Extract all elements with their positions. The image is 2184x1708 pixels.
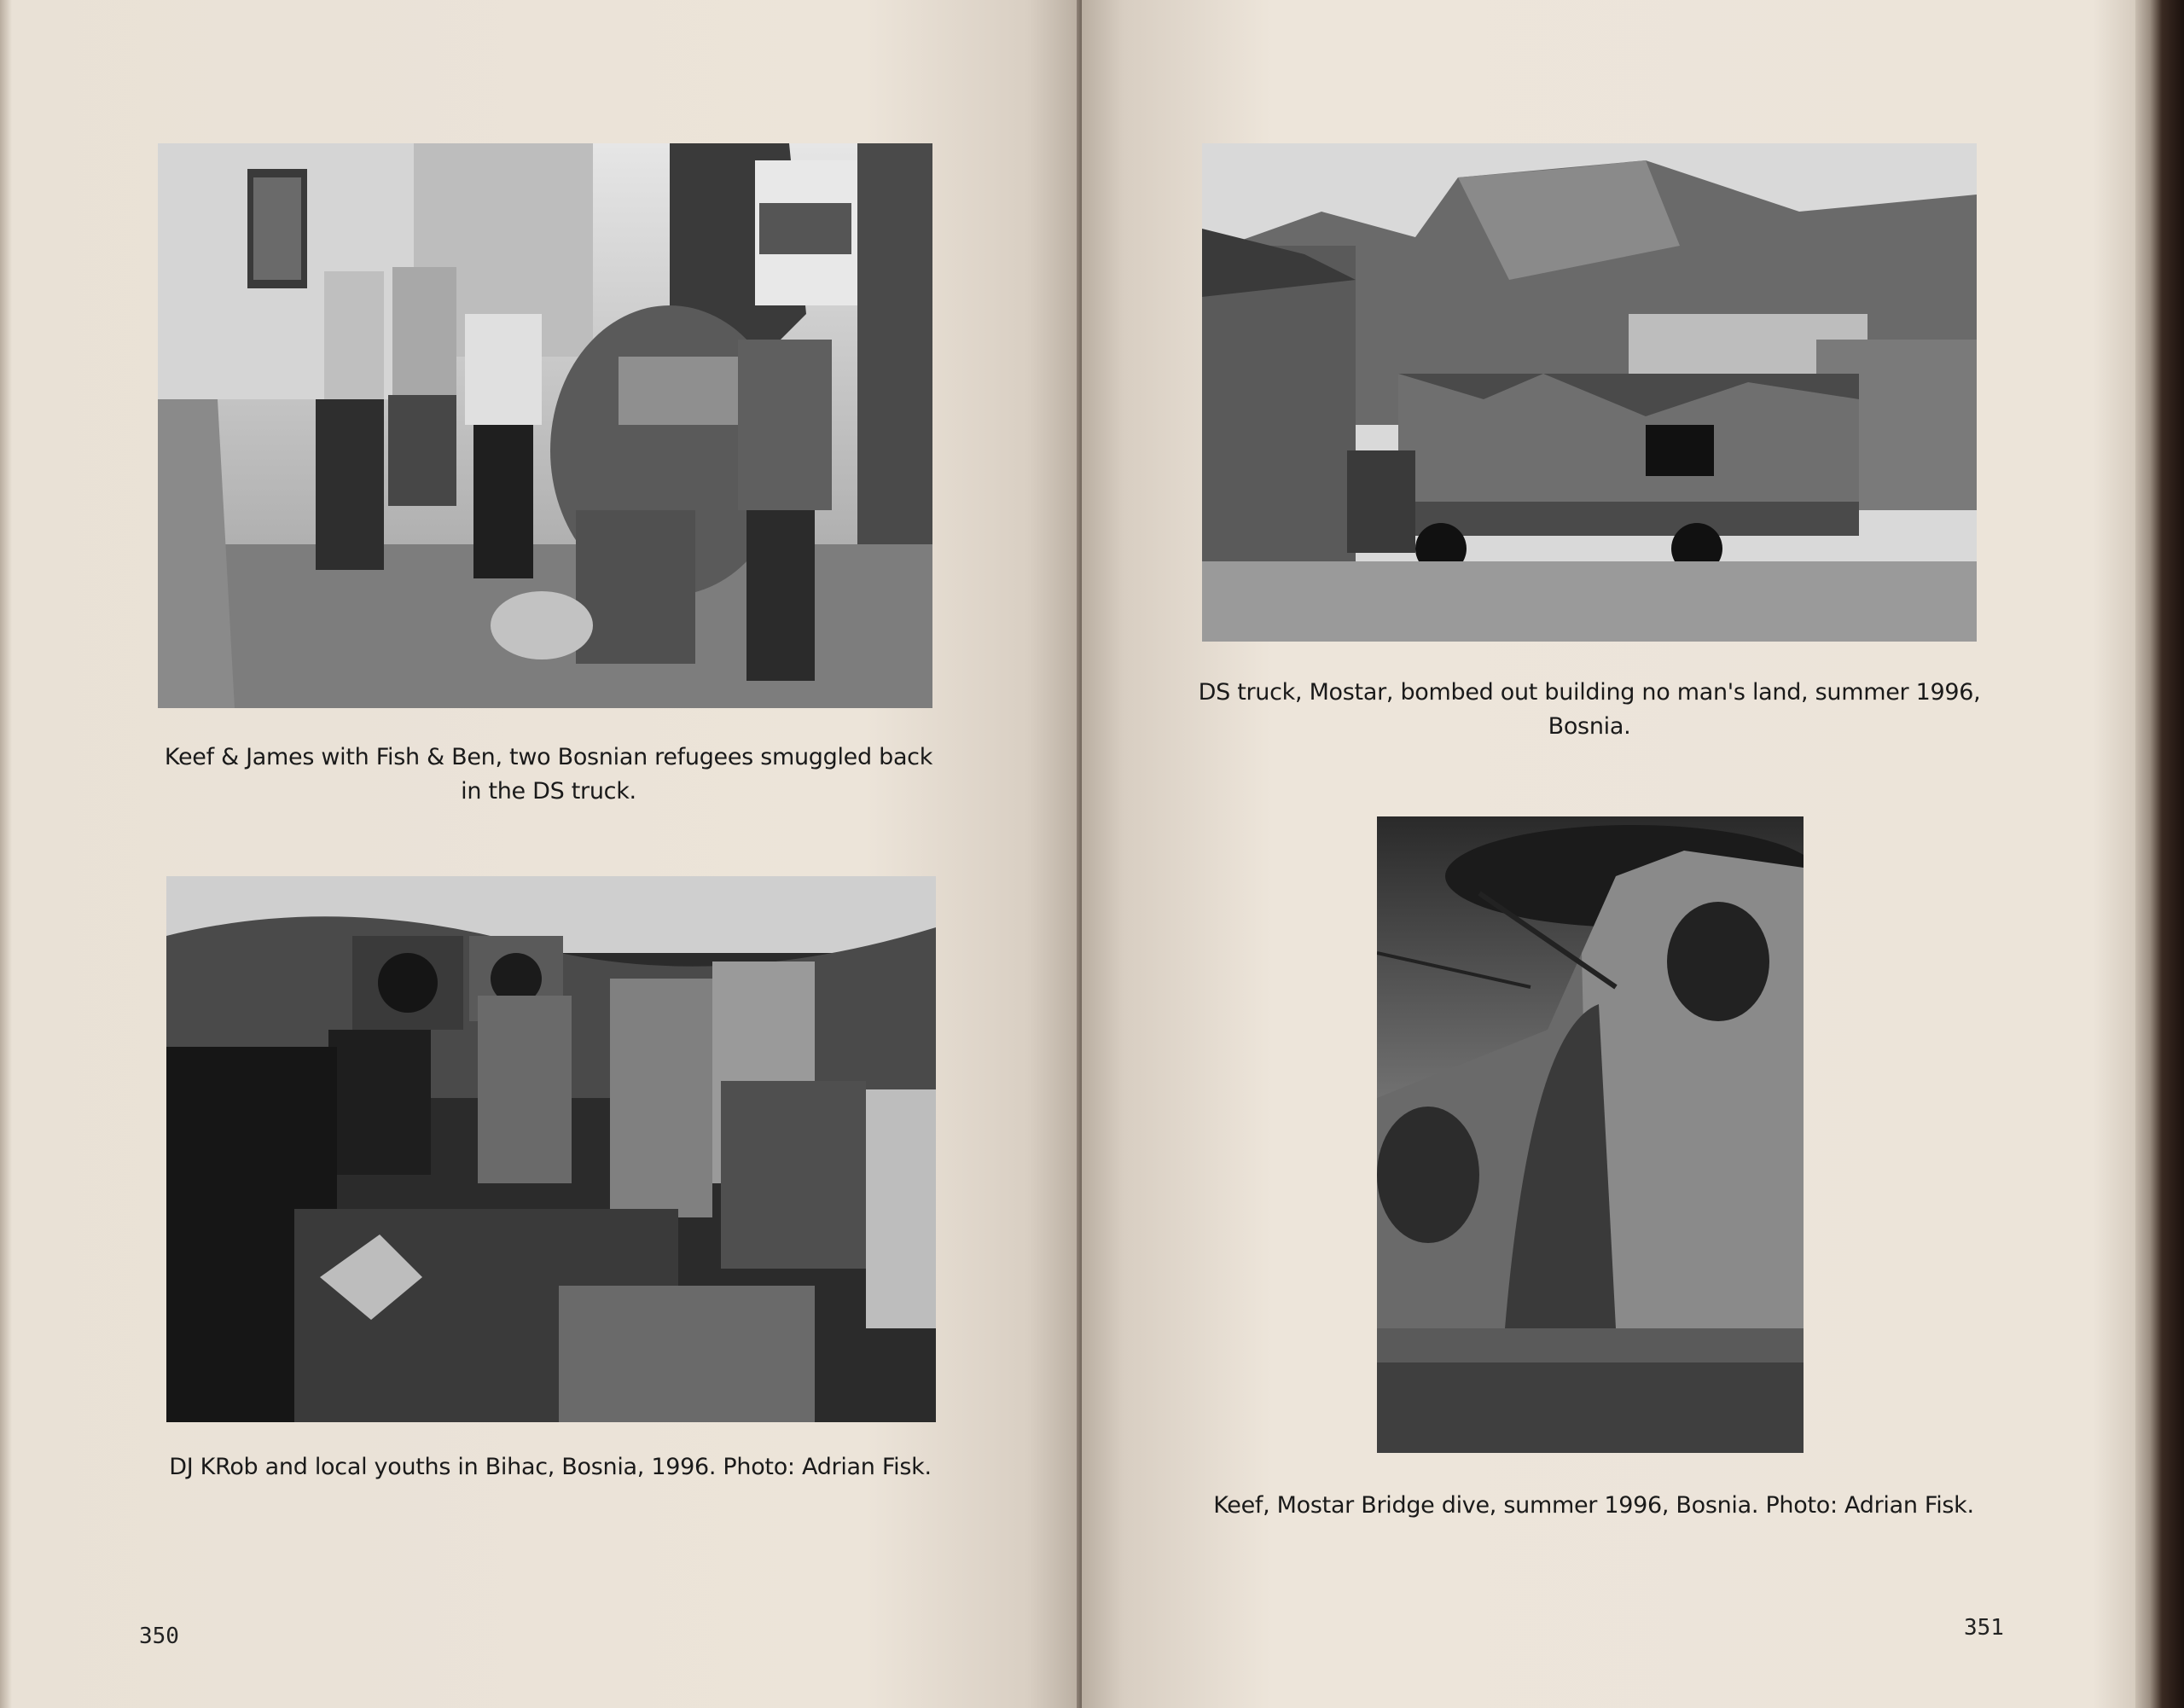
caption-refugees: Keef & James with Fish & Ben, two Bosnian refugees smuggled back in the DS truck. <box>164 744 933 805</box>
photo-refugees-group-image <box>158 143 932 708</box>
photo-refugees-group <box>158 143 932 708</box>
page-stack-edge <box>2135 0 2184 1708</box>
photo-dj-youths <box>166 876 936 1422</box>
caption-dj: DJ KRob and local youths in Bihac, Bosnia, 1996. Photo: Adrian Fisk. <box>169 1454 932 1480</box>
page-edge <box>0 0 12 1708</box>
page-number-left: 350 <box>139 1624 179 1649</box>
page-number-right: 351 <box>1964 1615 2004 1641</box>
photo-mostar-bridge-image <box>1377 816 1804 1453</box>
caption-ds-truck: DS truck, Mostar, bombed out building no man's land, summer 1996, Bosnia. <box>1198 679 1981 740</box>
right-page <box>1082 0 2135 1708</box>
photo-dj-youths-image <box>166 876 936 1422</box>
photo-ds-truck <box>1202 143 1977 642</box>
left-page <box>0 0 1082 1708</box>
caption-mostar-bridge: Keef, Mostar Bridge dive, summer 1996, Bosnia. Photo: Adrian Fisk. <box>1213 1492 1974 1519</box>
photo-mostar-bridge <box>1377 816 1804 1453</box>
photo-ds-truck-image <box>1202 143 1977 642</box>
